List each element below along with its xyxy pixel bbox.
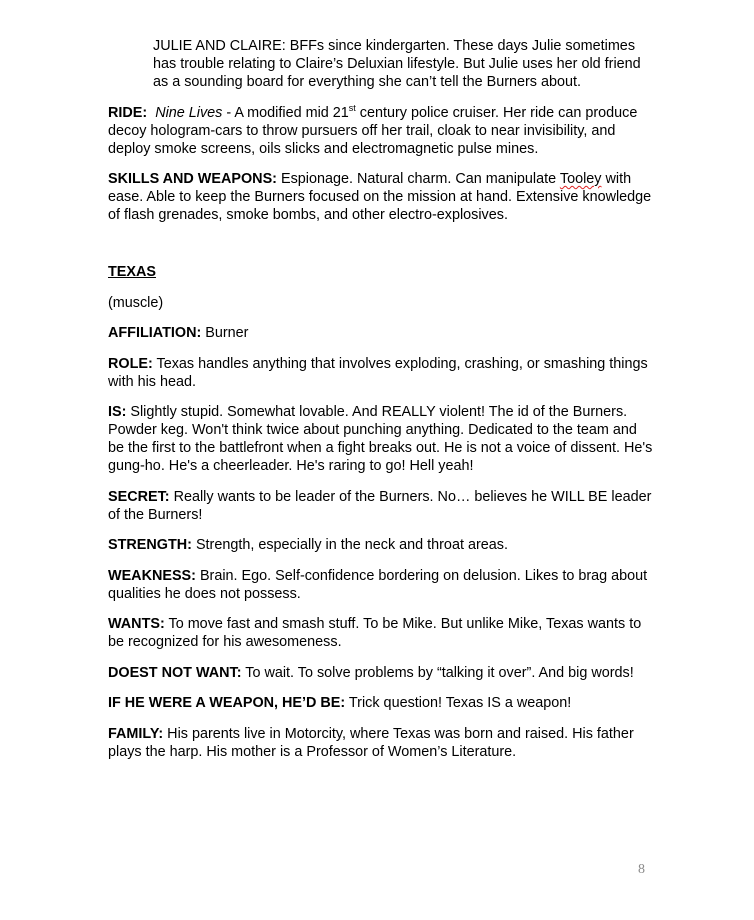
field-label: WANTS:	[108, 616, 165, 632]
texas-field	[108, 536, 653, 554]
ride-name: Nine Lives	[155, 104, 223, 121]
skills-text-b: with ease. Able to keep the Burners focused on the mission at hand. Extensive knowledge of flash grenades, smoke bombs, and other electro-explosives.	[108, 171, 652, 223]
texas-field	[108, 567, 653, 603]
texas-field	[108, 694, 653, 712]
texas-field	[108, 664, 653, 682]
ride-text-a: - A modified mid 21	[222, 104, 349, 121]
field-label: DOEST NOT WANT:	[108, 664, 242, 681]
field-label: ROLE:	[108, 355, 153, 372]
field-label: SECRET:	[108, 488, 170, 505]
field-label: IF HE WERE A WEAPON, HE’D BE:	[108, 695, 346, 711]
texas-fields	[108, 324, 653, 761]
texas-heading: TEXAS	[108, 264, 156, 280]
page-number: 8	[638, 862, 645, 877]
field-text: Trick question! Texas IS a weapon!	[345, 695, 572, 711]
field-label: FAMILY:	[108, 725, 164, 742]
texas-field	[108, 725, 653, 761]
ride-text-b: century police cruiser. Her ride can produce decoy hologram-cars to throw pursuers off her trail, cloak to near invisibility, and deploy smoke screens, oils slicks and electromagnetic pulse mines.	[108, 104, 638, 157]
field-text: To wait. To solve problems by “talking it over”. And big words!	[241, 664, 634, 681]
field-text: Texas handles anything that involves exploding, crashing, or smashing things with his head.	[108, 355, 648, 390]
ride-paragraph	[108, 104, 653, 158]
texas-subtitle: (muscle)	[108, 294, 164, 311]
field-label: WEAKNESS:	[108, 567, 196, 584]
skills-text-a: Espionage. Natural charm. Can manipulate	[276, 171, 560, 187]
field-text: His parents live in Motorcity, where Texas was born and raised. His father plays the harp. His mother is a Professor of Women’s Literature.	[108, 725, 634, 760]
field-label: STRENGTH:	[108, 537, 192, 553]
ride-superscript: st	[348, 102, 356, 113]
texas-field	[108, 355, 653, 391]
field-label: AFFILIATION:	[108, 325, 202, 341]
texas-field	[108, 488, 653, 524]
julie-claire-paragraph: JULIE AND CLAIRE: BFFs since kindergarten. These days Julie sometimes has trouble relating to Claire’s Deluxian lifestyle. But Julie uses her old friend as a sounding board for everything she can’t tell the Burners about.	[153, 38, 641, 90]
field-text: Strength, especially in the neck and throat areas.	[191, 537, 508, 553]
skills-paragraph	[108, 170, 653, 224]
field-text: To move fast and smash stuff. To be Mike. But unlike Mike, Texas wants to be recognized for his awesomeness.	[108, 616, 642, 650]
page-content	[108, 37, 653, 773]
field-text: Slightly stupid. Somewhat lovable. And REALLY violent! The id of the Burners. Powder keg. Won't think twice about punching anything. Dedicated to the team and be the first to the battlefront when a fight breaks out. He is not a voice of dissent. He's gung-ho. He's a cheerleader. He's raring to go! Hell yeah!	[108, 404, 653, 474]
skills-label: SKILLS AND WEAPONS:	[108, 171, 277, 187]
texas-field	[108, 403, 653, 475]
texas-field	[108, 324, 653, 342]
texas-field	[108, 615, 653, 651]
field-text: Brain. Ego. Self-confidence bordering on delusion. Likes to brag about qualities he does not possess.	[108, 567, 648, 602]
field-text: Really wants to be leader of the Burners. No… believes he WILL BE leader of the Burners!	[108, 488, 652, 523]
field-label: IS:	[108, 404, 127, 420]
field-text: Burner	[201, 325, 249, 341]
spellcheck-flagged-word[interactable]: Tooley	[559, 171, 602, 187]
ride-label: RIDE:	[108, 104, 148, 121]
